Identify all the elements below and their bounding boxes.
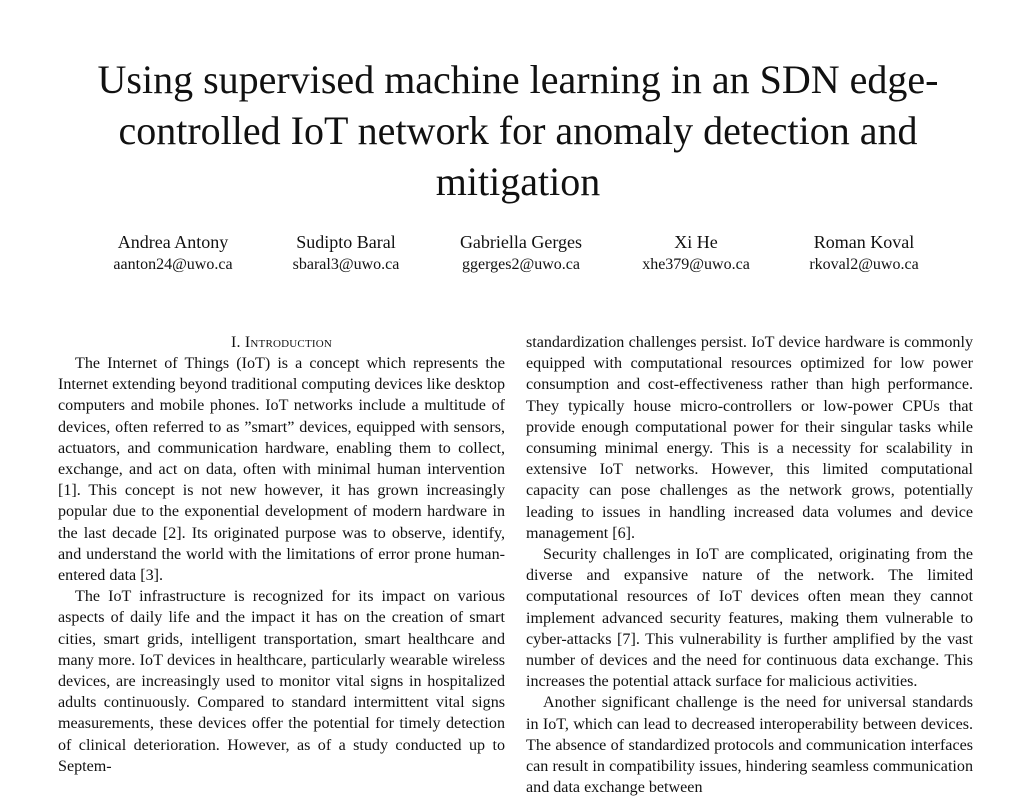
author-block bbox=[431, 230, 611, 276]
author-block bbox=[606, 230, 786, 276]
author-name: Xi He bbox=[674, 232, 718, 252]
paragraph: standardization challenges persist. IoT device hardware is commonly equipped with computational resources optimized for low power consumption and cost-effectiveness rather than high performance. They typically house micro-controllers or low-power CPUs that provide enough computational power for their singular tasks while consuming minimal energy. This is a necessity for scalability in extensive IoT networks. However, this limited computational capacity can pose challenges as the network grows, potentially leading to issues in handling increased data volumes and device management [6]. bbox=[526, 334, 973, 542]
paragraph: Another significant challenge is the need for universal standards in IoT, which can lead to decreased interoperability between devices. The absence of standardized protocols and communication interfaces can result in compatibility issues, hindering seamless communication and data exchange between bbox=[526, 694, 973, 797]
author-email: sbaral3@uwo.ca bbox=[292, 256, 400, 273]
section-heading bbox=[58, 332, 505, 353]
left-column bbox=[58, 332, 505, 777]
section-number: I. bbox=[230, 334, 241, 351]
author-email: rkoval2@uwo.ca bbox=[809, 256, 919, 273]
right-column bbox=[526, 332, 973, 798]
author-block bbox=[256, 230, 436, 276]
paper-title: Using supervised machine learning in an SDN edge-controlled IoT network for anomaly detection and mitigation bbox=[97, 57, 939, 204]
author-name: Sudipto Baral bbox=[296, 232, 396, 252]
section-title: Introduction bbox=[244, 334, 333, 351]
author-name: Gabriella Gerges bbox=[459, 232, 583, 252]
paragraph: Security challenges in IoT are complicated, originating from the diverse and expansive nature of the network. The limited computational resources of IoT devices often mean they cannot implement advanced security features, making them vulnerable to cyber-attacks [7]. This vulnerability is further amplified by the vast number of devices and the need for continuous data exchange. This increases the potential attack surface for malicious activities. bbox=[526, 546, 973, 691]
author-block bbox=[774, 230, 954, 276]
author-email: aanton24@uwo.ca bbox=[113, 256, 233, 273]
author-name: Andrea Antony bbox=[117, 232, 229, 252]
paragraph: The IoT infrastructure is recognized for its impact on various aspects of daily life and the impact it has on the creation of smart cities, smart grids, intelligent transportation, smart healthcare and many more. IoT devices in healthcare, particularly wearable wireless devices, are increasingly used to monitor vital signs in hospitalized adults continuously. Compared to standard intermittent vital signs measurements, these devices offer the potential for timely detection of clinical deterioration. However, as of a study conducted up to Septem- bbox=[58, 588, 505, 775]
paragraph: The Internet of Things (IoT) is a concept which represents the Internet extending beyond traditional computing devices like desktop computers and mobile phones. IoT networks include a multitude of devices, often referred to as ”smart” devices, equipped with sensors, actuators, and communication hardware, enabling them to collect, exchange, and act on data, often with minimal human intervention [1]. This concept is not new however, it has grown increasingly popular due to the exponential development of modern hardware in the last decade [2]. Its originated purpose was to observe, identify, and understand the world with the limitations of error prone human-entered data [3]. bbox=[58, 355, 505, 585]
author-email: ggerges2@uwo.ca bbox=[462, 256, 580, 273]
author-email: xhe379@uwo.ca bbox=[642, 256, 750, 273]
author-name: Roman Koval bbox=[813, 232, 915, 252]
author-block bbox=[83, 230, 263, 276]
